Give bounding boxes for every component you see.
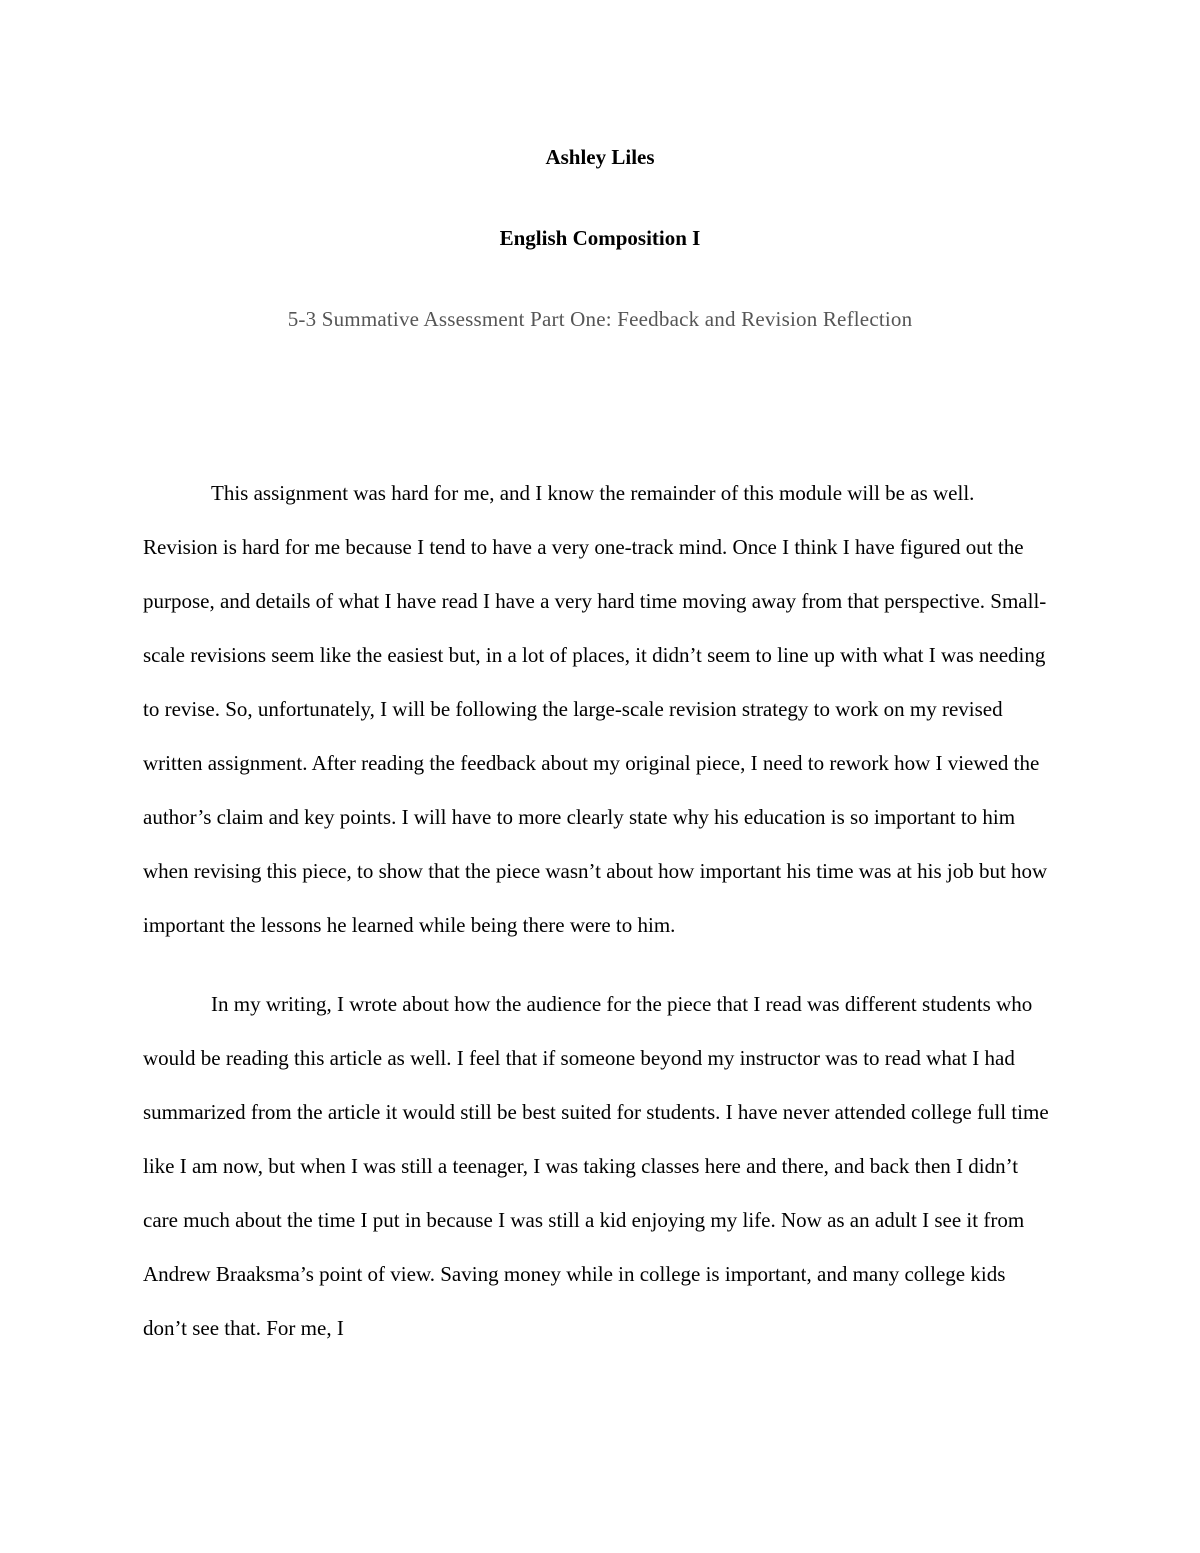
assignment-title: 5-3 Summative Assessment Part One: Feedback and Revision Reflection bbox=[287, 307, 913, 331]
course-title: English Composition I bbox=[499, 226, 701, 250]
paragraph-1: This assignment was hard for me, and I know the remainder of this module will be as well. Revision is hard for me because I tend to have a very one-track mind. Once I think I have figured out the purpose, and details of what I have read I have a very hard time moving away from that perspective. Small-scale revisions seem like the easiest but, in a lot of places, it didn’t seem to line up with what I was needing to revise. So, unfortunately, I will be following the large-scale revision strategy to work on my revised written assignment. After reading the feedback about my original piece, I need to rework how I viewed the author’s claim and key points. I will have to more clearly state why his education is so important to him when revising this piece, to show that the piece wasn’t about how important his time was at his job but how important the lessons he learned while being there were to him. bbox=[143, 481, 1048, 937]
essay-body bbox=[143, 466, 1053, 1355]
paragraph-2: In my writing, I wrote about how the audience for the piece that I read was different students who would be reading this article as well. I feel that if someone beyond my instructor was to read what I had summarized from the article it would still be best suited for students. I have never attended college full time like I am now, but when I was still a teenager, I was taking classes here and there, and back then I didn’t care much about the time I put in because I was still a kid enjoying my life. Now as an adult I see it from Andrew Braaksma’s point of view. Saving money while in college is important, and many college kids don’t see that. For me, I bbox=[143, 992, 1049, 1340]
author-name: Ashley Liles bbox=[545, 145, 655, 169]
